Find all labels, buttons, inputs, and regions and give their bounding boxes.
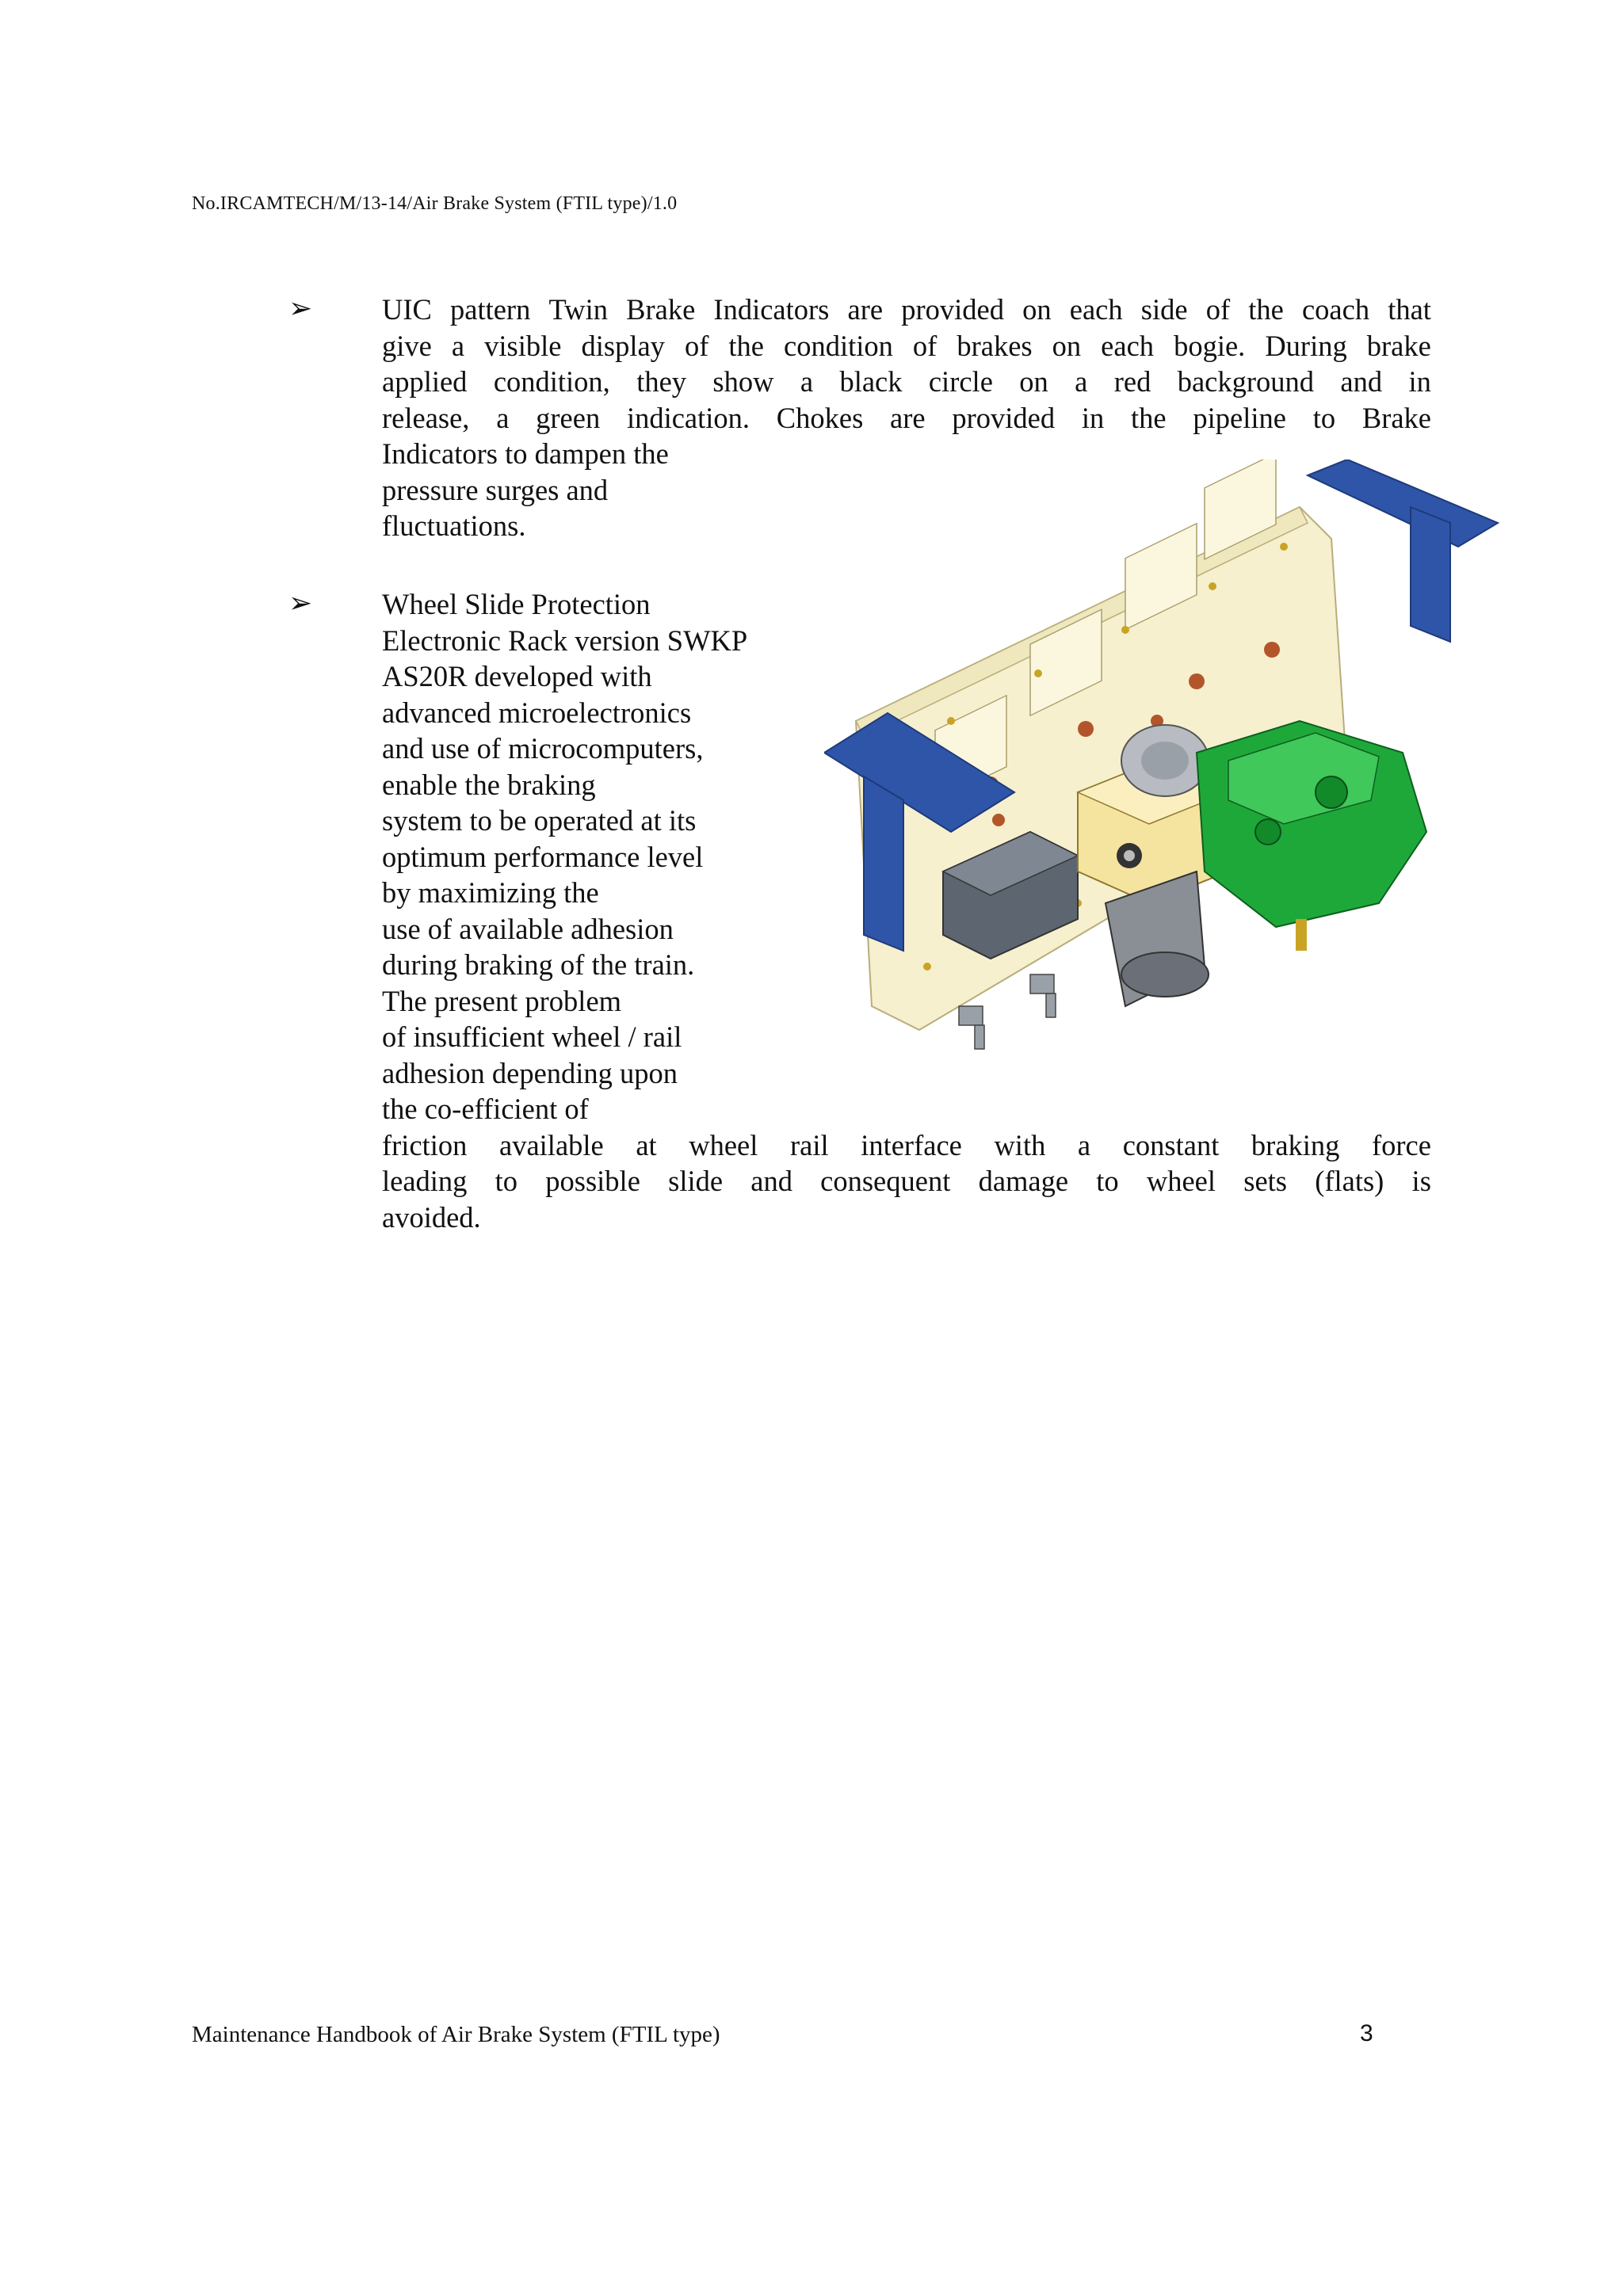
page-number: 3 [1360, 2020, 1373, 2046]
text-line: AS20R developed with [382, 660, 652, 692]
text-line: advanced microelectronics [382, 696, 692, 729]
bullet-arrow-icon: ➢ [288, 587, 313, 619]
text-line: enable the braking [382, 768, 596, 801]
text-line: UIC pattern Twin Brake Indicators are provided on each side of the coach that [382, 293, 1431, 326]
text-line: adhesion depending upon [382, 1056, 678, 1089]
text-line: optimum performance level [382, 840, 704, 873]
text-line: Electronic Rack version SWKP [382, 624, 748, 657]
text-line: use of available adhesion [382, 912, 674, 945]
text-line: system to be operated at its [382, 804, 697, 837]
footer-title: Maintenance Handbook of Air Brake System (FTIL type) [192, 2022, 720, 2047]
text-line: pressure surges and [382, 473, 609, 506]
text-line: Indicators to dampen the [382, 437, 669, 470]
bullet-arrow-icon: ➢ [288, 292, 313, 324]
text-line: the co-efficient of [382, 1093, 589, 1125]
text-line: Wheel Slide Protection [382, 588, 651, 620]
text-line: leading to possible slide and consequent damage to wheel sets (flats) is [382, 1165, 1431, 1197]
text-line: by maximizing the [382, 876, 599, 909]
text-line: and use of microcomputers, [382, 732, 704, 765]
text-line: give a visible display of the condition of brakes on each bogie. During brake [382, 329, 1431, 362]
text-line: release, a green indication. Chokes are provided in the pipeline to Brake [382, 401, 1431, 434]
text-line: friction available at wheel rail interface with a constant braking force [382, 1128, 1431, 1161]
text-line: of insufficient wheel / rail [382, 1020, 682, 1053]
text-line: avoided. [382, 1200, 481, 1234]
text-line: fluctuations. [382, 509, 526, 542]
text-line: The present problem [382, 984, 622, 1017]
brake-rack-illustration [824, 460, 1506, 1093]
text-line: applied condition, they show a black circle on a red background and in [382, 365, 1431, 398]
text-line: during braking of the train. [382, 948, 695, 981]
document-number-header: No.IRCAMTECH/M/13-14/Air Brake System (FTIL type)/1.0 [192, 193, 678, 214]
